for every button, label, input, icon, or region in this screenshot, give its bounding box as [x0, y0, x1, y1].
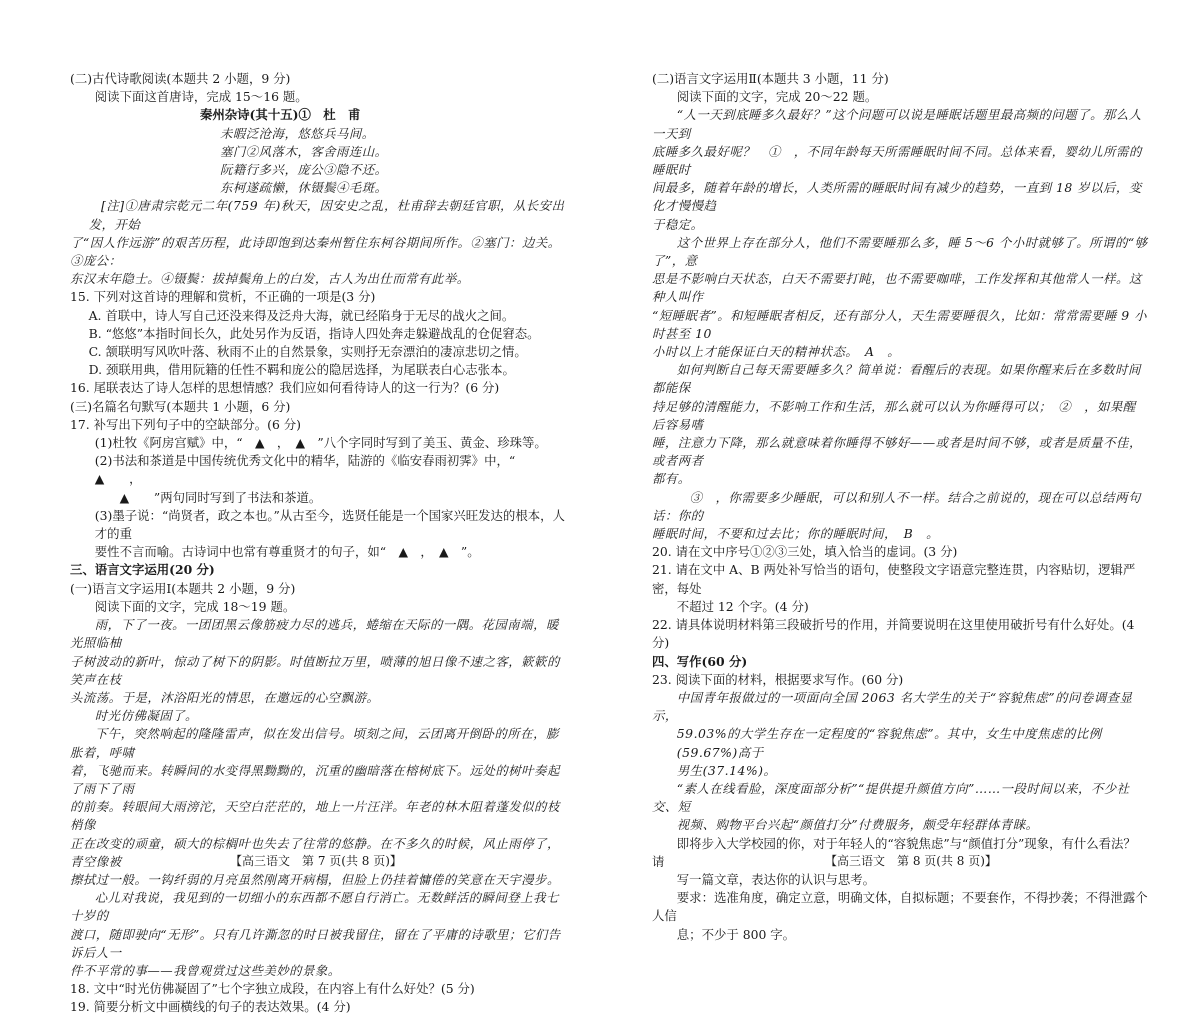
right-text-line: 睡，注意力下降，那么就意味着你睡得不够好——或者是时间不够，或者是质量不佳，或者两者	[652, 434, 1148, 470]
right-text-line: 这个世界上存在部分人，他们不需要睡那么多，睡 5～6 个小时就够了。所谓的“够了”，意	[652, 234, 1148, 270]
left-text-line: C. 颔联明写风吹叶落、秋雨不止的自然景象，实则抒无奈漂泊的凄凉悲切之情。	[70, 343, 570, 361]
left-text-line: 时光仿佛凝固了。	[70, 707, 570, 725]
left-text-line: 的前奏。转眼间大雨滂沱，天空白茫茫的，地上一片汪洋。年老的林木阻着蓬发似的枝梢像	[70, 798, 570, 834]
left-text-line: 着，飞驰而来。转瞬间的水变得黑黝黝的，沉重的幽暗落在榕树底下。远处的树叶奏起了雨下了雨	[70, 762, 570, 798]
left-text-line: 雨，下了一夜。一团团黑云像筋疲力尽的逃兵，蜷缩在天际的一隅。花园南端，暖光照临柚	[70, 616, 570, 652]
right-text-line: 思是不影响白天状态，白天不需要打盹，也不需要咖啡，工作发挥和其他常人一样。这种人叫作	[652, 270, 1148, 306]
right-text-line: 20. 请在文中序号①②③三处，填入恰当的虚词。(3 分)	[652, 543, 1148, 561]
right-text-line: 中国青年报做过的一项面向全国 2063 名大学生的关于“容貌焦虑”的问卷调查显示，	[652, 689, 1148, 725]
left-text-line: 16. 尾联表达了诗人怎样的思想情感？我们应如何看待诗人的这一行为？(6 分)	[70, 379, 570, 397]
left-page-content	[70, 70, 570, 1017]
right-text-line: 四、写作(60 分)	[652, 653, 1148, 671]
right-text-line: 阅读下面的文字，完成 20～22 题。	[652, 88, 1148, 106]
right-text-line: (二)语言文字运用Ⅱ(本题共 3 小题，11 分)	[652, 70, 1148, 88]
left-text-line: (一)语言文字运用Ⅰ(本题共 2 小题，9 分)	[70, 580, 570, 598]
right-text-line: “素人在线看脸，深度面部分析”“提供提升颜值方向”……一段时间以来，不少社交、短	[652, 780, 1148, 816]
left-text-line: (二)古代诗歌阅读(本题共 2 小题，9 分)	[70, 70, 570, 88]
right-text-line: 写一篇文章，表达你的认识与思考。	[652, 871, 1148, 889]
right-text-line: 小时以上才能保证白天的精神状态。 A 。	[652, 343, 1148, 361]
left-text-line: 要性不言而喻。古诗词中也常有尊重贤才的句子，如“ ▲ ， ▲ ”。	[70, 543, 570, 561]
right-text-line: 间最多，随着年龄的增长，人类所需的睡眠时间有减少的趋势，一直到 18 岁以后，变化才慢慢趋	[652, 179, 1148, 215]
left-text-line: 正在改变的顽童，硕大的棕榈叶也失去了往常的悠静。在不多久的时候，风止雨停了，青空像被	[70, 835, 570, 871]
left-text-line: 件不平常的事——我曾观赏过这些美妙的景象。	[70, 962, 570, 980]
page-footer-8: 【高三语文 第 8 页(共 8 页)】	[825, 852, 997, 869]
left-text-line: (1)杜牧《阿房宫赋》中，“ ▲ ， ▲ ”八个字同时写到了美玉、黄金、珍珠等。	[70, 434, 570, 452]
left-text-line: 17. 补写出下列句子中的空缺部分。(6 分)	[70, 416, 570, 434]
left-text-line: 19. 简要分析文中画横线的句子的表达效果。(4 分)	[70, 998, 570, 1016]
right-text-line: 睡眠时间，不要和过去比；你的睡眠时间， B 。	[652, 525, 1148, 543]
right-text-line: 男生(37.14%)。	[652, 762, 1148, 780]
right-text-line: 于稳定。	[652, 216, 1148, 234]
right-page	[600, 0, 1200, 905]
left-text-line: 东汉末年隐士。④镊鬓：拔掉鬓角上的白发，古人为出仕而常有此举。	[70, 270, 570, 288]
left-text-line: 渡口，随即驶向“无形”。只有几许澌忽的时日被我留住，留在了平庸的诗歌里；它们告诉后人一	[70, 926, 570, 962]
left-text-line: 阅读下面的文字，完成 18～19 题。	[70, 598, 570, 616]
right-text-line: 要求：选准角度，确定立意，明确文体，自拟标题；不要套作，不得抄袭；不得泄露个人信	[652, 889, 1148, 925]
left-text-line: 15. 下列对这首诗的理解和赏析，不正确的一项是(3 分)	[70, 288, 570, 306]
right-text-line: 底睡多久最好呢？ ① ，不同年龄每天所需睡眠时间不同。总体来看，婴幼儿所需的睡眠时	[652, 143, 1148, 179]
right-text-line: 即将步入大学校园的你，对于年轻人的“容貌焦虑”与“颜值打分”现象，有什么看法？请	[652, 835, 1148, 871]
left-text-line: (2)书法和茶道是中国传统优秀文化中的精华，陆游的《临安春雨初霁》中，“ ▲ ，	[70, 452, 570, 488]
left-text-line: 了“因人作远游”的艰苦历程，此诗即饱到达秦州暂住东柯谷期间所作。②塞门：边关。③庞公：	[70, 234, 570, 270]
left-text-line: ▲ ”两句同时写到了书法和茶道。	[70, 489, 570, 507]
left-text-line: 秦州杂诗(其十五)① 杜 甫	[70, 106, 570, 124]
left-text-line: 塞门②风落木，客舍雨连山。	[70, 143, 570, 161]
page-footer-7: 【高三语文 第 7 页(共 8 页)】	[230, 852, 402, 869]
right-page-content	[652, 70, 1148, 944]
left-text-line: 下午，突然响起的隆隆雷声，似在发出信号。顷刻之间，云团离开倒卧的所在，膨胀着，呼啸	[70, 725, 570, 761]
left-text-line: 头流荡。于是，沐浴阳光的情思，在邀远的心空飘游。	[70, 689, 570, 707]
right-text-line: ③ ，你需要多少睡眠，可以和别人不一样。结合之前说的，现在可以总结两句话：你的	[652, 489, 1148, 525]
right-text-line: 23. 阅读下面的材料，根据要求写作。(60 分)	[652, 671, 1148, 689]
right-text-line: 都有。	[652, 470, 1148, 488]
right-text-line: 息；不少于 800 字。	[652, 926, 1148, 944]
left-text-line: 阅读下面这首唐诗，完成 15～16 题。	[70, 88, 570, 106]
left-text-line: [注]①唐肃宗乾元二年(759 年)秋天，因安史之乱，杜甫辞去朝廷官职，从长安出发，开始	[70, 197, 570, 233]
left-text-line: (3)墨子说：“尚贤者，政之本也。”从古至今，选贤任能是一个国家兴旺发达的根本，人才的重	[70, 507, 570, 543]
left-text-line: 三、语言文字运用(20 分)	[70, 561, 570, 579]
left-text-line: 心儿对我说，我见到的一切细小的东西都不愿自行消亡。无数鲜活的瞬间登上我七十岁的	[70, 889, 570, 925]
right-text-line: 22. 请具体说明材料第三段破折号的作用，并简要说明在这里使用破折号有什么好处。(4 分)	[652, 616, 1148, 652]
left-text-line: D. 颈联用典，借用阮籍的任性不羁和庞公的隐居选择，为尾联表白心志张本。	[70, 361, 570, 379]
left-text-line: A. 首联中，诗人写自己还没来得及泛舟大海，就已经陷身于无尽的战火之间。	[70, 307, 570, 325]
right-text-line: 如何判断自己每天需要睡多久？简单说：看醒后的表现。如果你醒来后在多数时间都能保	[652, 361, 1148, 397]
right-text-line: 21. 请在文中 A、B 两处补写恰当的语句，使整段文字语意完整连贯，内容贴切，逻辑严密，每处	[652, 561, 1148, 597]
left-page	[0, 0, 600, 905]
right-text-line: 不超过 12 个字。(4 分)	[652, 598, 1148, 616]
right-text-line: “人一天到底睡多久最好？”这个问题可以说是睡眠话题里最高频的问题了。那么人一天到	[652, 106, 1148, 142]
left-text-line: 未暇泛沧海，悠悠兵马间。	[70, 125, 570, 143]
right-text-line: “短睡眠者”。和短睡眠者相反，还有部分人，天生需要睡很久，比如：常常需要睡 9 小时甚至 10	[652, 307, 1148, 343]
right-text-line: 视频、购物平台兴起“颜值打分”付费服务，颇受年轻群体青睐。	[652, 816, 1148, 834]
left-text-line: 子树波动的新叶，惊动了树下的阴影。时值断拉万里，喷薄的旭日像不速之客，簌簌的笑声在枝	[70, 653, 570, 689]
left-text-line: (三)名篇名句默写(本题共 1 小题，6 分)	[70, 398, 570, 416]
left-text-line: 擦拭过一般。一钩纤弱的月亮虽然刚离开病榻，但脸上仍挂着慵倦的笑意在天宇漫步。	[70, 871, 570, 889]
right-text-line: 59.03%的大学生存在一定程度的“容貌焦虑”。其中，女生中度焦虑的比例(59.67%)高于	[652, 725, 1148, 761]
left-text-line: B. “悠悠”本指时间长久，此处另作为反语，指诗人四处奔走躲避战乱的仓促窘态。	[70, 325, 570, 343]
left-text-line: 阮籍行多兴，庞公③隐不还。	[70, 161, 570, 179]
right-text-line: 持足够的清醒能力，不影响工作和生活，那么就可以认为你睡得可以； ② ，如果醒后容易嗜	[652, 398, 1148, 434]
left-text-line: 东柯遂疏懒，休镊鬓④毛斑。	[70, 179, 570, 197]
left-text-line: 18. 文中“时光仿佛凝固了”七个字独立成段，在内容上有什么好处？(5 分)	[70, 980, 570, 998]
